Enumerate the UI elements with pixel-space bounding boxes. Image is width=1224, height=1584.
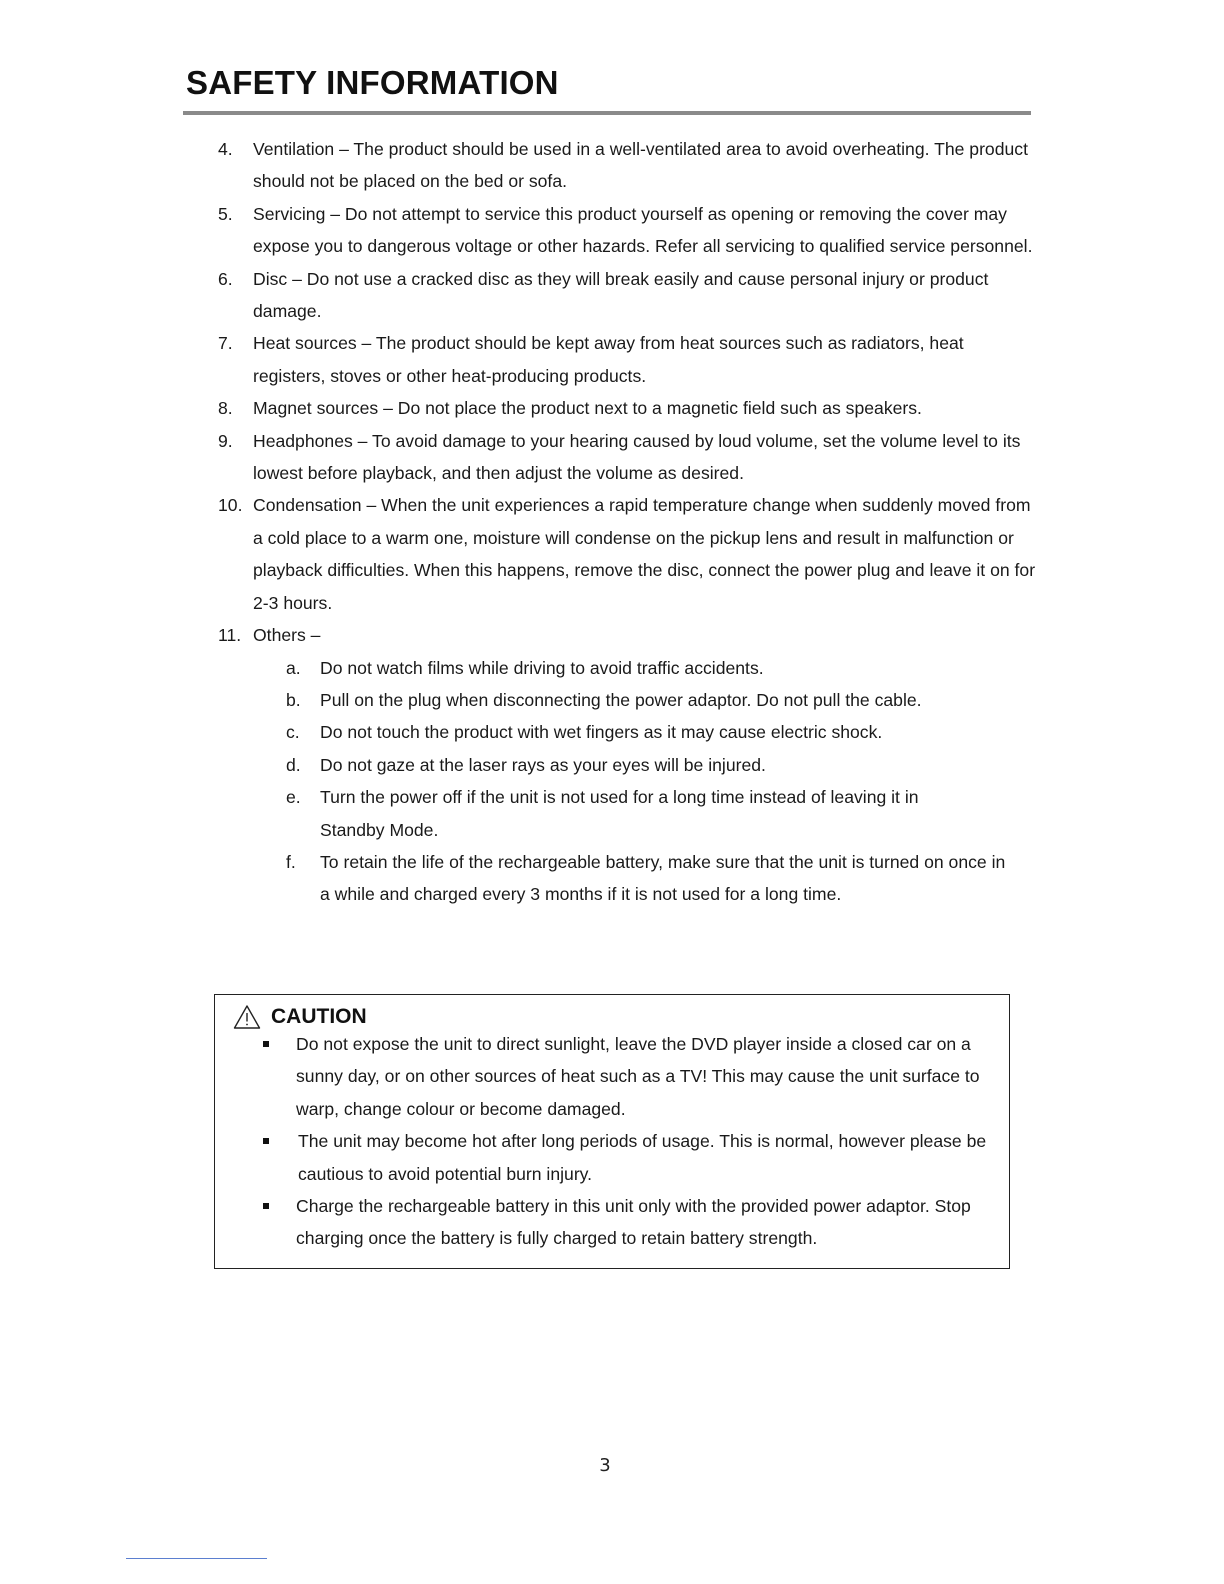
sub-item-letter: e.	[286, 787, 301, 808]
caution-item-text: Charge the rechargeable battery in this unit only with the provided power adaptor. Stop charging once the battery is fully charged to retain battery strength.	[296, 1196, 971, 1249]
list-item	[218, 198, 1038, 263]
title-divider	[183, 111, 1031, 115]
item-number: 9.	[218, 430, 233, 451]
list-item	[218, 392, 1038, 424]
bullet-icon	[263, 1041, 269, 1047]
item-number: 7.	[218, 333, 233, 354]
sub-item-text: To retain the life of the rechargeable battery, make sure that the unit is turned on once in a while and charged every 3 months if it is not used for a long time.	[320, 851, 1006, 905]
item-text: Magnet sources – Do not place the product next to a magnetic field such as speakers.	[253, 398, 922, 419]
item-text: Servicing – Do not attempt to service this product yourself as opening or removing the cover may expose you to dangerous voltage or other hazards. Refer all servicing to qualified service personnel.	[253, 203, 1033, 257]
sub-list-item	[286, 846, 1010, 911]
others-sublist	[253, 652, 1038, 911]
item-text: Disc – Do not use a cracked disc as they will break easily and cause personal injury or product damage.	[253, 268, 989, 322]
list-item	[218, 425, 1038, 490]
sub-item-letter: c.	[286, 722, 300, 743]
page-number: 3	[599, 1455, 611, 1476]
bullet-icon	[263, 1203, 269, 1209]
item-number: 5.	[218, 203, 233, 224]
item-text: Heat sources – The product should be kept away from heat sources such as radiators, heat registers, stoves or other heat-producing products.	[253, 333, 964, 386]
sub-list-item	[286, 684, 1020, 716]
caution-header	[233, 1004, 367, 1030]
item-text: Headphones – To avoid damage to your hearing caused by loud volume, set the volume level to its lowest before playback, and then adjust the volume as desired.	[253, 430, 1021, 484]
item-number: 6.	[218, 268, 233, 289]
list-item	[218, 263, 1038, 328]
caution-item	[259, 1190, 996, 1255]
sub-list-item	[286, 716, 1020, 748]
sub-list-item	[286, 781, 970, 846]
footer-divider	[126, 1558, 267, 1559]
item-text: Ventilation – The product should be used in a well-ventilated area to avoid overheating. The product should not be placed on the bed or sofa.	[253, 139, 1028, 192]
sub-item-text: Do not touch the product with wet fingers as it may cause electric shock.	[320, 722, 883, 743]
sub-list-item	[286, 652, 970, 684]
item-number: 8.	[218, 398, 233, 419]
list-item	[218, 619, 1038, 911]
safety-list	[218, 133, 1038, 911]
item-number: 10.	[218, 495, 243, 516]
list-item	[218, 327, 1038, 392]
caution-item-text: Do not expose the unit to direct sunlight, leave the DVD player inside a closed car on a sunny day, or on other sources of heat such as a TV! This may cause the unit surface to warp, change colour or become damaged.	[296, 1034, 980, 1119]
sub-item-letter: a.	[286, 657, 301, 678]
sub-item-text: Pull on the plug when disconnecting the power adaptor. Do not pull the cable.	[320, 689, 922, 710]
item-text: Condensation – When the unit experiences a rapid temperature change when suddenly moved from a cold place to a warm one, moisture will condense on the pickup lens and result in malfunction or playback difficulties. When this happens, remove the disc, connect the power plug and leave it on for 2-3 hours.	[253, 495, 1036, 613]
sub-list-item	[286, 749, 970, 781]
list-item	[218, 489, 1038, 619]
caution-item-text: The unit may become hot after long periods of usage. This is normal, however please be cautious to avoid potential burn injury.	[298, 1131, 987, 1184]
caution-item	[259, 1028, 999, 1125]
item-number: 11.	[218, 625, 242, 646]
sub-item-letter: d.	[286, 754, 301, 775]
item-number: 4.	[218, 139, 233, 159]
caution-box	[214, 994, 1010, 1269]
caution-title: CAUTION	[271, 1005, 367, 1028]
caution-list	[259, 1028, 999, 1255]
sub-item-text: Do not watch films while driving to avoid traffic accidents.	[320, 657, 764, 678]
sub-item-letter: b.	[286, 689, 301, 710]
sub-item-text: Turn the power off if the unit is not used for a long time instead of leaving it in Standby Mode.	[320, 787, 919, 840]
item-text: Others –	[253, 625, 321, 646]
sub-item-text: Do not gaze at the laser rays as your eyes will be injured.	[320, 754, 766, 775]
bullet-icon	[263, 1138, 269, 1144]
caution-item	[259, 1125, 988, 1190]
page-title: SAFETY INFORMATION	[186, 64, 559, 101]
list-item	[218, 133, 1038, 198]
warning-triangle-icon	[233, 1004, 261, 1030]
sub-item-letter: f.	[286, 851, 296, 872]
